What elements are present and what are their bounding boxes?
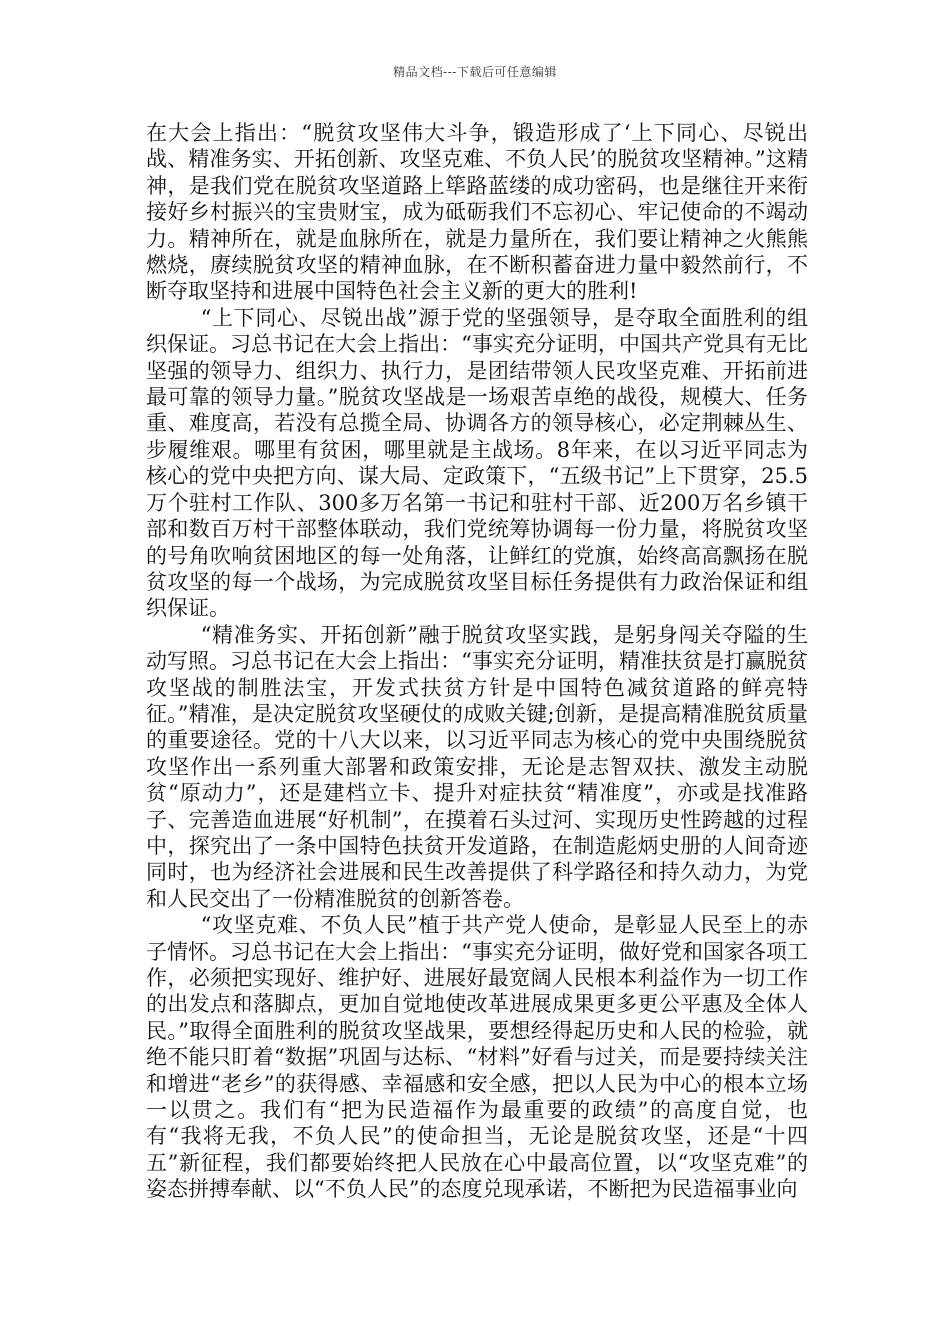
paragraph-2: “上下同心、尽锐出战”源于党的坚强领导，是夺取全面胜利的组织保证。习总书记在大会上指出：“事实充分证明，中国共产党具有无比坚强的领导力、组织力、执行力，是团结带领人民攻坚克难、开拓前进最可靠的领导力量。”脱贫攻坚战是一场艰苦卓绝的战役，规模大、任务重、难度高，若没有总揽全局、协调各方的领导核心，必定荆棘丛生、步履维艰。哪里有贫困，哪里就是主战场。8年来，在以习近平同志为核心的党中央把方向、谋大局、定政策下，“五级书记”上下贯穿，25.5万个驻村工作队、300多万名第一书记和驻村干部、近200万名乡镇干部和数百万村干部整体联动，我们党统筹协调每一份力量，将脱贫攻坚的号角吹响贫困地区的每一处角落，让鲜红的党旗，始终高高飘扬在脱贫攻坚的每一个战场，为完成脱贫攻坚目标任务提供有力政治保证和组织保证。 [146, 305, 808, 621]
paragraph-3: “精准务实、开拓创新”融于脱贫攻坚实践，是躬身闯关夺隘的生动写照。习总书记在大会上指出：“事实充分证明，精准扶贫是打赢脱贫攻坚战的制胜法宝，开发式扶贫方针是中国特色减贫道路的鲜亮特征。”精准，是决定脱贫攻坚硬仗的成败关键;创新，是提高精准脱贫质量的重要途径。党的十八大以来，以习近平同志为核心的党中央围绕脱贫攻坚作出一系列重大部署和政策安排，无论是志智双扶、激发主动脱贫“原动力”，还是建档立卡、提升对症扶贫“精准度”，亦或是找准路子、完善造血进展“好机制”，在摸着石头过河、实现历史性跨越的过程中，探究出了一条中国特色扶贫开发道路，在制造彪炳史册的人间奇迹同时，也为经济社会进展和民生改善提供了科学路径和持久动力，为党和人民交出了一份精准脱贫的创新答卷。 [146, 622, 808, 911]
page-header: 精品文档---下载后可任意编辑 [393, 65, 557, 79]
document-body [146, 120, 808, 1203]
paragraph-4: “攻坚克难、不负人民”植于共产党人使命，是彰显人民至上的赤子情怀。习总书记在大会上指出：“事实充分证明，做好党和国家各项工作，必须把实现好、维护好、进展好最宽阔人民根本利益作为一切工作的出发点和落脚点，更加自觉地使改革进展成果更多更公平惠及全体人民。”取得全面胜利的脱贫攻坚战果，要想经得起历史和人民的检验，就绝不能只盯着“数据”巩固与达标、“材料”好看与过关，而是要持续关注和增进“老乡”的获得感、幸福感和安全感，把以人民为中心的根本立场一以贯之。我们有“把为民造福作为最重要的政绩”的高度自觉，也有“我将无我，不负人民”的使命担当，无论是脱贫攻坚，还是“十四五”新征程，我们都要始终把人民放在心中最高位置，以“攻坚克难”的姿态拼搏奉献、以“不负人民”的态度兑现承诺，不断把为民造福事业向 [146, 913, 808, 1202]
paragraph-1: 在大会上指出：“脱贫攻坚伟大斗争，锻造形成了‘上下同心、尽锐出战、精准务实、开拓创新、攻坚克难、不负人民’的脱贫攻坚精神。”这精神，是我们党在脱贫攻坚道路上筚路蓝缕的成功密码，也是继往开来衔接好乡村振兴的宝贵财宝，成为砥砺我们不忘初心、牢记使命的不竭动力。精神所在，就是血脉所在，就是力量所在，我们要让精神之火熊熊燃烧，赓续脱贫攻坚的精神血脉，在不断积蓄奋进力量中毅然前行，不断夺取坚持和进展中国特色社会主义新的更大的胜利! [146, 121, 808, 304]
